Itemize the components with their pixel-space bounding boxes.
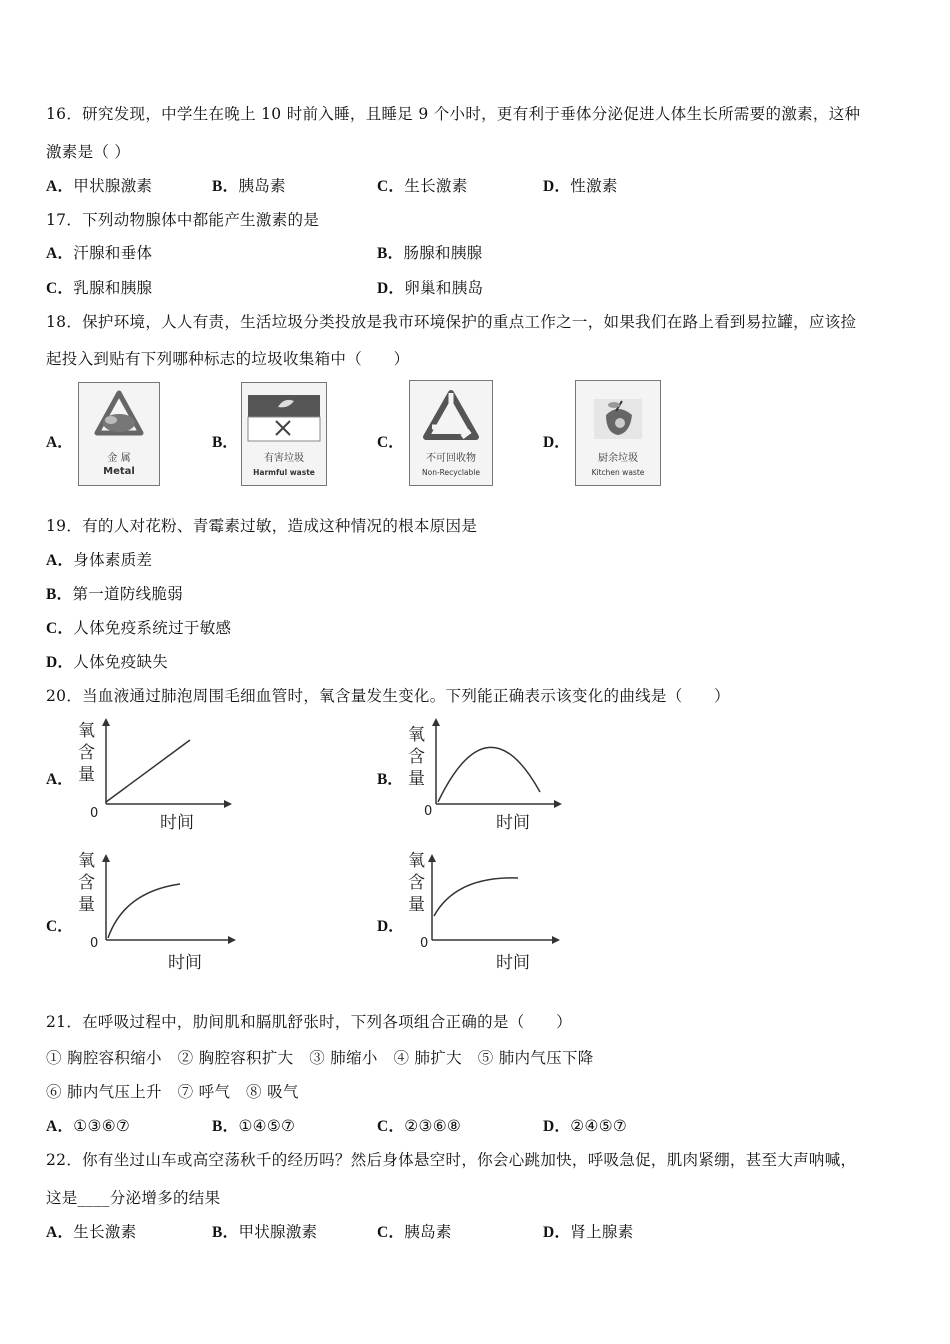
q20-option-b-label[interactable]: B．: [377, 771, 403, 788]
q17-option-a[interactable]: A．汗腺和垂体: [46, 244, 153, 262]
harmful-waste-sign[interactable]: [241, 382, 327, 486]
q16-stem-line1: 16．研究发现，中学生在晚上 10 时前入睡，且睡足 9 个小时，更有利于垂体分泌促进人体生长所需要的激素，这种: [46, 105, 861, 123]
sign-d-en: Kitchen waste: [591, 468, 645, 477]
q16-option-a[interactable]: A．甲状腺激素: [46, 177, 153, 195]
graph-d-ylabel: 氧 含 量: [408, 851, 425, 915]
graph-b-ylabel: 氧 含 量: [408, 725, 425, 789]
q20-option-d-label[interactable]: D．: [377, 918, 404, 935]
q18-stem-line2: 起投入到贴有下列哪种标志的垃圾收集箱中（ ）: [46, 350, 410, 368]
metal-recycling-sign[interactable]: [78, 382, 160, 486]
q21-items-line1: ① 胸腔容积缩小 ② 胸腔容积扩大 ③ 肺缩小 ④ 肺扩大 ⑤ 肺内气压下降: [46, 1049, 594, 1067]
graph-a-plot: [74, 718, 234, 813]
graph-b-origin: 0: [424, 804, 433, 819]
q16-option-c[interactable]: C．生长激素: [377, 177, 468, 195]
graph-d-xlabel: 时间: [496, 953, 530, 973]
sign-b-cn: 有害垃圾: [264, 453, 304, 464]
sign-a-en: Metal: [103, 466, 135, 477]
graph-b-plot: [404, 718, 564, 813]
q18-stem-line1: 18．保护环境，人人有责，生活垃圾分类投放是我市环境保护的重点工作之一，如果我们在路上看到易拉罐，应该捡: [46, 313, 857, 331]
q19-option-a[interactable]: A．身体素质差: [46, 551, 153, 569]
q22-option-c[interactable]: C．胰岛素: [377, 1223, 452, 1241]
graph-c-plot: [74, 850, 239, 950]
graph-d-plot: [404, 850, 569, 950]
kitchen-waste-icon: [576, 381, 660, 453]
q16-option-d[interactable]: D．性激素: [543, 177, 618, 195]
graph-d-origin: 0: [420, 936, 429, 951]
sign-a-cn: 金 属: [107, 453, 131, 464]
q19-option-b[interactable]: B．第一道防线脆弱: [46, 585, 184, 603]
kitchen-waste-sign[interactable]: [575, 380, 661, 486]
q20-stem: 20．当血液通过肺泡周围毛细血管时，氧含量发生变化。下列能正确表示该变化的曲线是（ ）: [46, 687, 730, 705]
sign-c-en: Non-Recyclable: [422, 468, 480, 477]
q16-stem-line2: 激素是（ ）: [46, 143, 131, 161]
graph-c-xlabel: 时间: [168, 953, 202, 973]
q18-option-a-label[interactable]: A．: [46, 434, 73, 451]
graph-c-origin: 0: [90, 936, 99, 951]
graph-a-origin: 0: [90, 806, 99, 821]
harmful-waste-icon: [242, 383, 326, 453]
q17-option-b[interactable]: B．肠腺和胰腺: [377, 244, 483, 262]
q20-graph-d[interactable]: [404, 850, 569, 973]
q19-option-d[interactable]: D．人体免疫缺失: [46, 653, 169, 671]
q20-option-c-label[interactable]: C．: [46, 918, 73, 935]
graph-a-xlabel: 时间: [160, 813, 194, 833]
q22-option-d[interactable]: D．肾上腺素: [543, 1223, 634, 1241]
q19-option-c[interactable]: C．人体免疫系统过于敏感: [46, 619, 232, 637]
q21-option-a[interactable]: A．①③⑥⑦: [46, 1117, 131, 1135]
graph-a-ylabel: 氧 含 量: [78, 721, 95, 785]
q22-option-a[interactable]: A．生长激素: [46, 1223, 137, 1241]
graph-c-ylabel: 氧 含 量: [78, 851, 95, 915]
q21-stem: 21．在呼吸过程中，肋间肌和膈肌舒张时，下列各项组合正确的是（ ）: [46, 1013, 572, 1031]
q17-stem: 17．下列动物腺体中都能产生激素的是: [46, 211, 320, 229]
q17-option-d[interactable]: D．卵巢和胰岛: [377, 279, 484, 297]
q20-graph-b[interactable]: [404, 718, 564, 833]
q22-stem-line2: 这是____分泌增多的结果: [46, 1189, 221, 1207]
q22-option-b[interactable]: B．甲状腺激素: [212, 1223, 318, 1241]
q19-stem: 19．有的人对花粉、青霉素过敏，造成这种情况的根本原因是: [46, 517, 478, 535]
q21-items-line2: ⑥ 肺内气压上升 ⑦ 呼气 ⑧ 吸气: [46, 1083, 299, 1101]
recycle-metal-icon: [79, 383, 159, 453]
q16-option-b[interactable]: B．胰岛素: [212, 177, 286, 195]
q21-option-d[interactable]: D．②④⑤⑦: [543, 1117, 628, 1135]
q20-option-a-label[interactable]: A．: [46, 771, 73, 788]
q17-option-c[interactable]: C．乳腺和胰腺: [46, 279, 153, 297]
q21-option-c[interactable]: C．②③⑥⑧: [377, 1117, 462, 1135]
q18-option-b-label[interactable]: B．: [212, 434, 238, 451]
sign-d-cn: 厨余垃圾: [598, 453, 638, 464]
q20-graph-c[interactable]: [74, 850, 239, 973]
q18-option-d-label[interactable]: D．: [543, 434, 570, 451]
q21-option-b[interactable]: B．①④⑤⑦: [212, 1117, 296, 1135]
sign-c-cn: 不可回收物: [426, 453, 476, 464]
graph-b-xlabel: 时间: [496, 813, 530, 833]
non-recyclable-icon: [410, 381, 492, 453]
q20-graph-a[interactable]: [74, 718, 234, 833]
q22-stem-line1: 22．你有坐过山车或高空荡秋千的经历吗？然后身体悬空时，你会心跳加快，呼吸急促，肌肉紧绷，甚至大声呐喊，: [46, 1151, 857, 1169]
non-recyclable-sign[interactable]: [409, 380, 493, 486]
sign-b-en: Harmful waste: [253, 468, 315, 477]
q18-option-c-label[interactable]: C．: [377, 434, 404, 451]
